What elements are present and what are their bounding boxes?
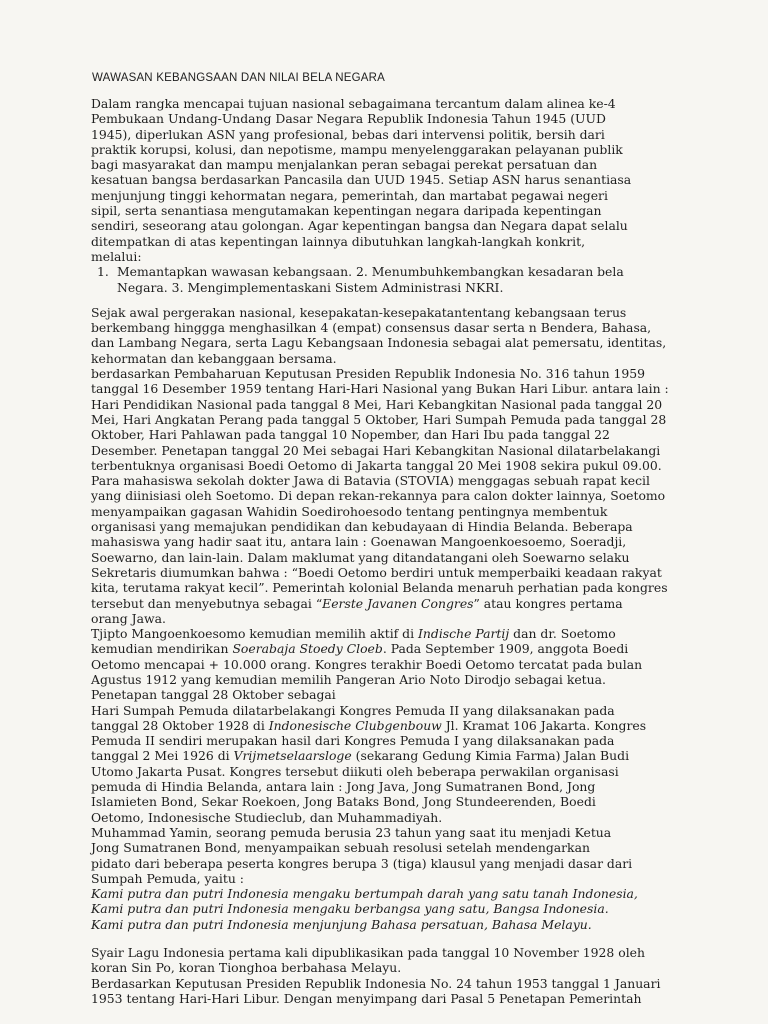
text-line: praktik korupsi, kolusi, dan nepotisme, mampu menyelenggarakan pelayanan publik: [91, 141, 623, 157]
text-line: kehormatan dan kebanggaan bersama.: [91, 350, 337, 366]
text-line: orang Jawa.: [91, 610, 166, 626]
text-line: pidato dari beberapa peserta kongres berupa 3 (tiga) klausul yang menjadi dasar dari: [91, 855, 633, 871]
list-item-text: [117, 264, 624, 295]
text-line: Utomo Jakarta Pusat. Kongres tersebut diikuti oleh beberapa perwakilan organisasi: [91, 763, 619, 779]
text-line: yang diinisiasi oleh Soetomo. Di depan rekan-rekannya para calon dokter lainnya, Soetomo: [91, 488, 666, 504]
italic-term: Soerabaja Stoedy Cloeb: [232, 641, 383, 657]
text-line: organisasi yang memajukan pendidikan dan kebudayaan di Hindia Belanda. Beberapa: [91, 519, 633, 535]
text-line: Syair Lagu Indonesia pertama kali dipublikasikan pada tanggal 10 November 1928 oleh: [91, 945, 645, 961]
document-body: [91, 96, 691, 1006]
text-line: Jong Sumatranen Bond, menyampaikan sebuah resolusi setelah mendengarkan: [91, 840, 590, 856]
text-line: Negara. 3. Mengimplementaskani Sistem Administrasi NKRI.: [117, 279, 504, 295]
text-line: Penetapan tanggal 28 Oktober sebagai: [91, 687, 336, 703]
italic-term: Vrijmetselaarsloge: [233, 748, 352, 764]
text-line: kemudian mendirikan Soerabaja Stoedy Cloeb. Pada September 1909, anggota Boedi: [91, 641, 629, 657]
text-line: sipil, serta senantiasa mengutamakan kepentingan negara daripada kepentingan: [91, 203, 602, 219]
paragraph-history: [91, 305, 691, 886]
text-line: ditempatkan di atas kepentingan lainnya dibutuhkan langkah-langkah konkrit,: [91, 233, 586, 249]
text-line: tanggal 16 Desember 1959 tentang Hari-Hari Nasional yang Bukan Hari Libur. antara lain :: [91, 381, 669, 397]
text-line: Hari Sumpah Pemuda dilatarbelakangi Kongres Pemuda II yang dilaksanakan pada: [91, 702, 615, 718]
text-line: koran Sin Po, koran Tionghoa berbahasa Melayu.: [91, 960, 402, 976]
document-title: WAWASAN KEBANGSAAN DAN NILAI BELA NEGARA: [92, 72, 386, 84]
text-line: 1953 tentang Hari-Hari Libur. Dengan menyimpang dari Pasal 5 Penetapan Pemerintah: [91, 990, 642, 1006]
text-line: mahasiswa yang hadir saat itu, antara lain : Goenawan Mangoenkoesoemo, Soeradji,: [91, 534, 627, 550]
text-line: Soewarno, dan lain-lain. Dalam maklumat yang ditandatangani oleh Soewarno selaku: [91, 549, 630, 565]
list-number: 1.: [97, 264, 109, 280]
text-line: dan Lambang Negara, serta Lagu Kebangsaan Indonesia sebagai alat pemersatu, identitas,: [91, 335, 667, 351]
paragraph-intro: [91, 96, 691, 264]
text-line: Muhammad Yamin, seorang pemuda berusia 23 tahun yang saat itu menjadi Ketua: [91, 824, 612, 840]
text-line: tanggal 2 Mei 1926 di Vrijmetselaarsloge (sekarang Gedung Kimia Farma) Jalan Budi: [91, 748, 630, 764]
text-line: Oktober, Hari Pahlawan pada tanggal 10 Nopember, dan Hari Ibu pada tanggal 22: [91, 427, 610, 443]
paragraph-anthem: [91, 945, 691, 1006]
text-line: tersebut dan menyebutnya sebagai “Eerste Javanen Congres” atau kongres pertama: [91, 595, 623, 611]
text-line: Mei, Hari Angkatan Perang pada tanggal 5 Oktober, Hari Sumpah Pemuda pada tanggal 28: [91, 411, 667, 427]
list-item: [91, 264, 691, 295]
text-line: Tjipto Mangoenkoesomo kemudian memilih aktif di Indische Partij dan dr. Soetomo: [91, 626, 616, 642]
oath-line: Kami putra dan putri Indonesia mengaku bertumpah darah yang satu tanah Indonesia,: [91, 886, 638, 902]
text-line: tanggal 28 Oktober 1928 di Indonesische Clubgenbouw Jl. Kramat 106 Jakarta. Kongres: [91, 717, 647, 733]
text-line: Para mahasiswa sekolah dokter Jawa di Batavia (STOVIA) menggagas sebuah rapat kecil: [91, 473, 650, 489]
text-line: kita, terutama rakyat kecil”. Pemerintah kolonial Belanda menaruh perhatian pada kongres: [91, 580, 668, 596]
text-line: kesatuan bangsa berdasarkan Pancasila dan UUD 1945. Setiap ASN harus senantiasa: [91, 172, 632, 188]
text-line: Sekretaris diumumkan bahwa : “Boedi Oetomo berdiri untuk memperbaiki keadaan rakyat: [91, 564, 662, 580]
italic-term: Eerste Javanen Congres: [322, 595, 474, 611]
text-line: Desember. Penetapan tanggal 20 Mei sebagai Hari Kebangkitan Nasional dilatarbelakangi: [91, 442, 661, 458]
text-line: bagi masyarakat dan mampu menjalankan peran sebagai perekat persatuan dan: [91, 157, 598, 173]
text-line: Pemuda II sendiri merupakan hasil dari Kongres Pemuda I yang dilaksanakan pada: [91, 733, 615, 749]
oath-line: Kami putra dan putri Indonesia menjunjung Bahasa persatuan, Bahasa Melayu.: [91, 916, 592, 932]
text-line: terbentuknya organisasi Boedi Oetomo di Jakarta tanggal 20 Mei 1908 sekira pukul 09.00.: [91, 457, 662, 473]
italic-term: Indonesische Clubgenbouw: [268, 717, 442, 733]
text-line: Dalam rangka mencapai tujuan nasional sebagaimana tercantum dalam alinea ke-4: [91, 96, 616, 111]
text-line: Islamieten Bond, Sekar Roekoen, Jong Bataks Bond, Jong Stundeerenden, Boedi: [91, 794, 596, 810]
text-line: menyampaikan gagasan Wahidin Soedirohoesodo tentang pentingnya membentuk: [91, 503, 608, 519]
text-line: Oetomo mencapai + 10.000 orang. Kongres terakhir Boedi Oetomo tercatat pada bulan: [91, 656, 643, 672]
italic-term: Indische Partij: [418, 626, 510, 642]
numbered-list: [91, 264, 691, 295]
text-line: Oetomo, Indonesische Studieclub, dan Muhammadiyah.: [91, 809, 443, 825]
text-line: melalui:: [91, 248, 142, 264]
text-line: 1945), diperlukan ASN yang profesional, bebas dari intervensi politik, bersih dari: [91, 126, 605, 142]
text-line: menjunjung tinggi kehormatan negara, pemerintah, dan martabat pegawai negeri: [91, 187, 608, 203]
text-line: Hari Pendidikan Nasional pada tanggal 8 Mei, Hari Kebangkitan Nasional pada tanggal 20: [91, 396, 663, 412]
oath-line: Kami putra dan putri Indonesia mengaku berbangsa yang satu, Bangsa Indonesia.: [91, 901, 609, 917]
text-line: sendiri, seseorang atau golongan. Agar kepentingan bangsa dan Negara dapat selalu: [91, 218, 628, 234]
text-line: Sumpah Pemuda, yaitu :: [91, 870, 244, 886]
text-line: Berdasarkan Keputusan Presiden Republik Indonesia No. 24 tahun 1953 tanggal 1 Januari: [91, 975, 661, 991]
text-line: berdasarkan Pembaharuan Keputusan Presiden Republik Indonesia No. 316 tahun 1959: [91, 366, 646, 382]
text-line: Sejak awal pergerakan nasional, kesepakatan-kesepakatantentang kebangsaan terus: [91, 304, 627, 320]
text-line: Agustus 1912 yang kemudian memilih Pangeran Ario Noto Dirodjo sebagai ketua.: [91, 671, 606, 687]
text-line: Memantapkan wawasan kebangsaan. 2. Menumbuhkembangkan kesadaran bela: [117, 264, 624, 280]
oath-quote: [91, 886, 691, 932]
text-line: pemuda di Hindia Belanda, antara lain : Jong Java, Jong Sumatranen Bond, Jong: [91, 779, 596, 795]
text-line: berkembang hinggga menghasilkan 4 (empat) consensus dasar serta n Bendera, Bahasa,: [91, 320, 652, 336]
text-line: Pembukaan Undang-Undang Dasar Negara Republik Indonesia Tahun 1945 (UUD: [91, 111, 606, 127]
